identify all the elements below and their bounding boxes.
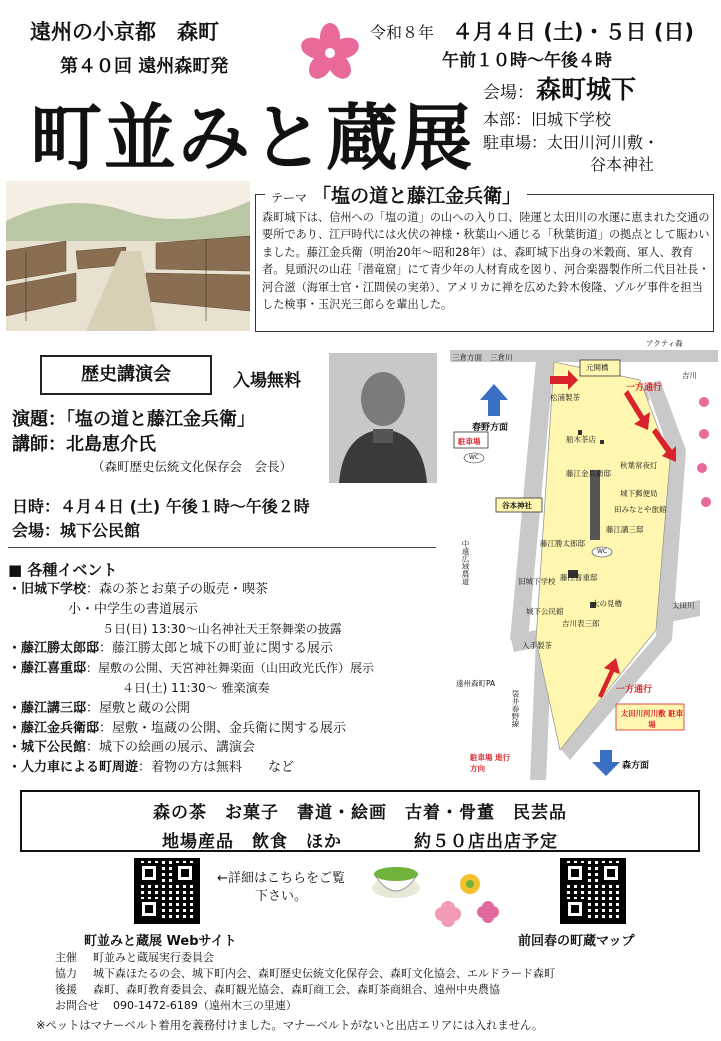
edition: 第４０回 遠州森町発 [60, 56, 229, 77]
events-heading: ■ 各種イベント [8, 561, 118, 579]
lecture-datetime: 日時：４月４日 (土) 午後１時～午後２時 [12, 497, 310, 516]
map-label: 袋井春野線 [511, 690, 520, 728]
lecture-speaker: 講師：北島恵介氏 [12, 434, 156, 455]
speaker-affiliation: （森町歴史伝統文化保存会 会長） [92, 459, 293, 474]
parking-2: 谷本神社 [590, 155, 655, 174]
tea-and-sweets-illustration [368, 852, 508, 932]
map-label: 城下公民館 [526, 607, 564, 616]
prev-map-qr-code[interactable] [560, 858, 626, 924]
map-label: 秋葉常夜灯 [620, 461, 658, 470]
prev-map-link[interactable]: 前回春の町蔵マップ [518, 934, 635, 949]
cherry-blossom-icon [298, 22, 362, 84]
map-label: 大の見櫓 [592, 599, 622, 608]
event-item: ・藤江講三邸：屋敷と蔵の公開 [8, 700, 191, 716]
map-label: 駐車場 [458, 437, 481, 446]
details-note: ←詳細はこちらをご覧下さい。 [217, 871, 345, 904]
credits [55, 950, 555, 1014]
map-label: 三倉方面 [452, 353, 482, 362]
divider [8, 547, 436, 548]
map-label: 入手製茶 [522, 641, 552, 650]
lecture-place: 会場：城下公民館 [12, 521, 141, 540]
map-label: 春野方面 [472, 423, 509, 433]
date-prefix: 令和８年 [370, 23, 435, 42]
events-list [8, 580, 448, 778]
event-item: ・城下公民館：城下の絵画の展示、講演会 [8, 740, 256, 756]
map-label: WC [597, 548, 608, 555]
map-label: 元開橋 [586, 363, 609, 372]
pet-note: ※ペットはマナーベルト着用を義務付けました。マナーベルトがないと出店エリアには入れません。 [36, 1019, 544, 1032]
theme-title: 「塩の道と藤江金兵衛」 [312, 185, 522, 207]
event-item: ４日(土) 11:30～ 雅楽演奏 [122, 680, 270, 695]
map-label: 船木茶店 [566, 435, 596, 444]
event-item: ・人力車による町周遊：着物の方は無料 など [8, 760, 295, 776]
main-title: 町並みと蔵展 [30, 95, 475, 180]
map-label: 藤江喜重邸 [560, 573, 598, 582]
map-label: 城下郵便局 [620, 489, 658, 498]
event-item: ・藤江勝太郎邸：藤江勝太郎と城下の町並に関する展示 [8, 641, 334, 657]
event-item: 小・中学生の書道展示 [68, 601, 199, 617]
shops-line-2: 地場産品 飲食 ほか 約５０店出店予定 [162, 832, 558, 852]
map-label: 松浦製茶 [550, 393, 580, 402]
theme-label: テーマ [271, 191, 308, 205]
parking-1: 駐車場：太田川河川敷・ [483, 133, 660, 152]
map-label: 谷本神社 [502, 501, 532, 510]
credit-row: 協力 城下森ほたるの会、城下町内会、森町歴史伝統文化保存会、森町文化協会、エルドラード森町 [55, 967, 555, 980]
headquarters: 本部：旧城下学校 [483, 110, 612, 129]
tagline: 遠州の小京都 森町 [30, 19, 219, 44]
event-map [450, 340, 718, 780]
speaker-portrait [329, 353, 437, 483]
website-link[interactable]: 町並みと蔵展 Webサイト [84, 934, 237, 949]
townscape-illustration [6, 181, 250, 331]
map-label: 一方通行 [626, 383, 663, 393]
map-label: 太田川河川敷 駐車場 [620, 709, 684, 729]
event-item: ５日(日) 13:30～山名神社天王祭舞楽の披露 [102, 621, 342, 636]
credit-row: 主催 町並みと蔵展実行委員会 [55, 951, 214, 964]
map-label: 三倉川 [490, 353, 513, 362]
map-label: 吉川表三郎 [562, 619, 600, 628]
website-qr-code[interactable] [134, 858, 200, 924]
map-label: WC [469, 454, 480, 461]
map-label: 一方通行 [616, 685, 653, 695]
map-label: 遠州森町PA [456, 679, 496, 688]
map-label: 吉川 [682, 371, 697, 380]
event-item: ・藤江金兵衛邸：屋敷・塩蔵の公開、金兵衛に関する展示 [8, 720, 347, 736]
event-date: ４月４日 (土)・５日 (日) [452, 20, 695, 44]
event-item: ・藤江喜重邸：屋敷の公開、天宮神社舞楽面（山田政光氏作）展示 [8, 661, 375, 677]
map-label: 藤江金兵衛邸 [566, 469, 611, 478]
credit-row: 後援 森町、森町教育委員会、森町観光協会、森町商工会、森町茶商組合、遠州中央農協 [55, 983, 500, 996]
venue-label: 会場： [483, 83, 534, 103]
map-label: 中遠広域農道 [461, 540, 470, 585]
credit-row: お問合せ 090-1472-6189（遠州木三の里連） [55, 999, 297, 1012]
map-label: 藤江勝太郎邸 [540, 539, 585, 548]
theme-heading [265, 181, 527, 208]
map-label: 森方面 [622, 761, 650, 771]
event-item: ・旧城下学校：森の茶とお菓子の販売・喫茶 [8, 582, 269, 597]
map-label: 田みなとや旅館 [614, 505, 667, 514]
theme-body: 森町城下は、信州への「塩の道」の山への入り口、陸運と太田川の水運に恵まれた交通の要所であり、江戸時代には火伏の神様・秋葉山へ通じる「秋葉街道」の拠点として賑わいました。藤江金兵衛（明治20年～昭和28年）は、森町城下出身の米穀商、軍人、教育者。見頭沢の山荘「潜竜窟」にて青少年の人材育成を図り、河合楽器製作所二代目社長・河合滋（海軍士官・江間侯の実弟）、アメリカに禅を広めた鈴木俊隆、ゾルゲ事件を担当した検事・玉沢光三郎らを輩出した。 [262, 211, 710, 312]
map-label: 藤江講三邸 [606, 525, 644, 534]
map-label: アクティ森 [646, 339, 683, 348]
venue: 森町城下 [536, 75, 637, 104]
shops-line-1: 森の茶 お菓子 書道・絵画 古着・骨董 民芸品 [153, 803, 567, 823]
lecture-topic: 演題：「塩の道と藤江金兵衛」 [12, 409, 255, 430]
map-label: 駐車場 進行方向 [470, 753, 511, 773]
event-hours: 午前１０時～午後４時 [442, 51, 612, 71]
shops-box [20, 790, 700, 852]
map-label: 旧城下学校 [518, 577, 556, 586]
free-admission: 入場無料 [233, 371, 301, 391]
map-label: 太田川 [672, 601, 695, 610]
lecture-badge: 歴史講演会 [40, 355, 212, 395]
